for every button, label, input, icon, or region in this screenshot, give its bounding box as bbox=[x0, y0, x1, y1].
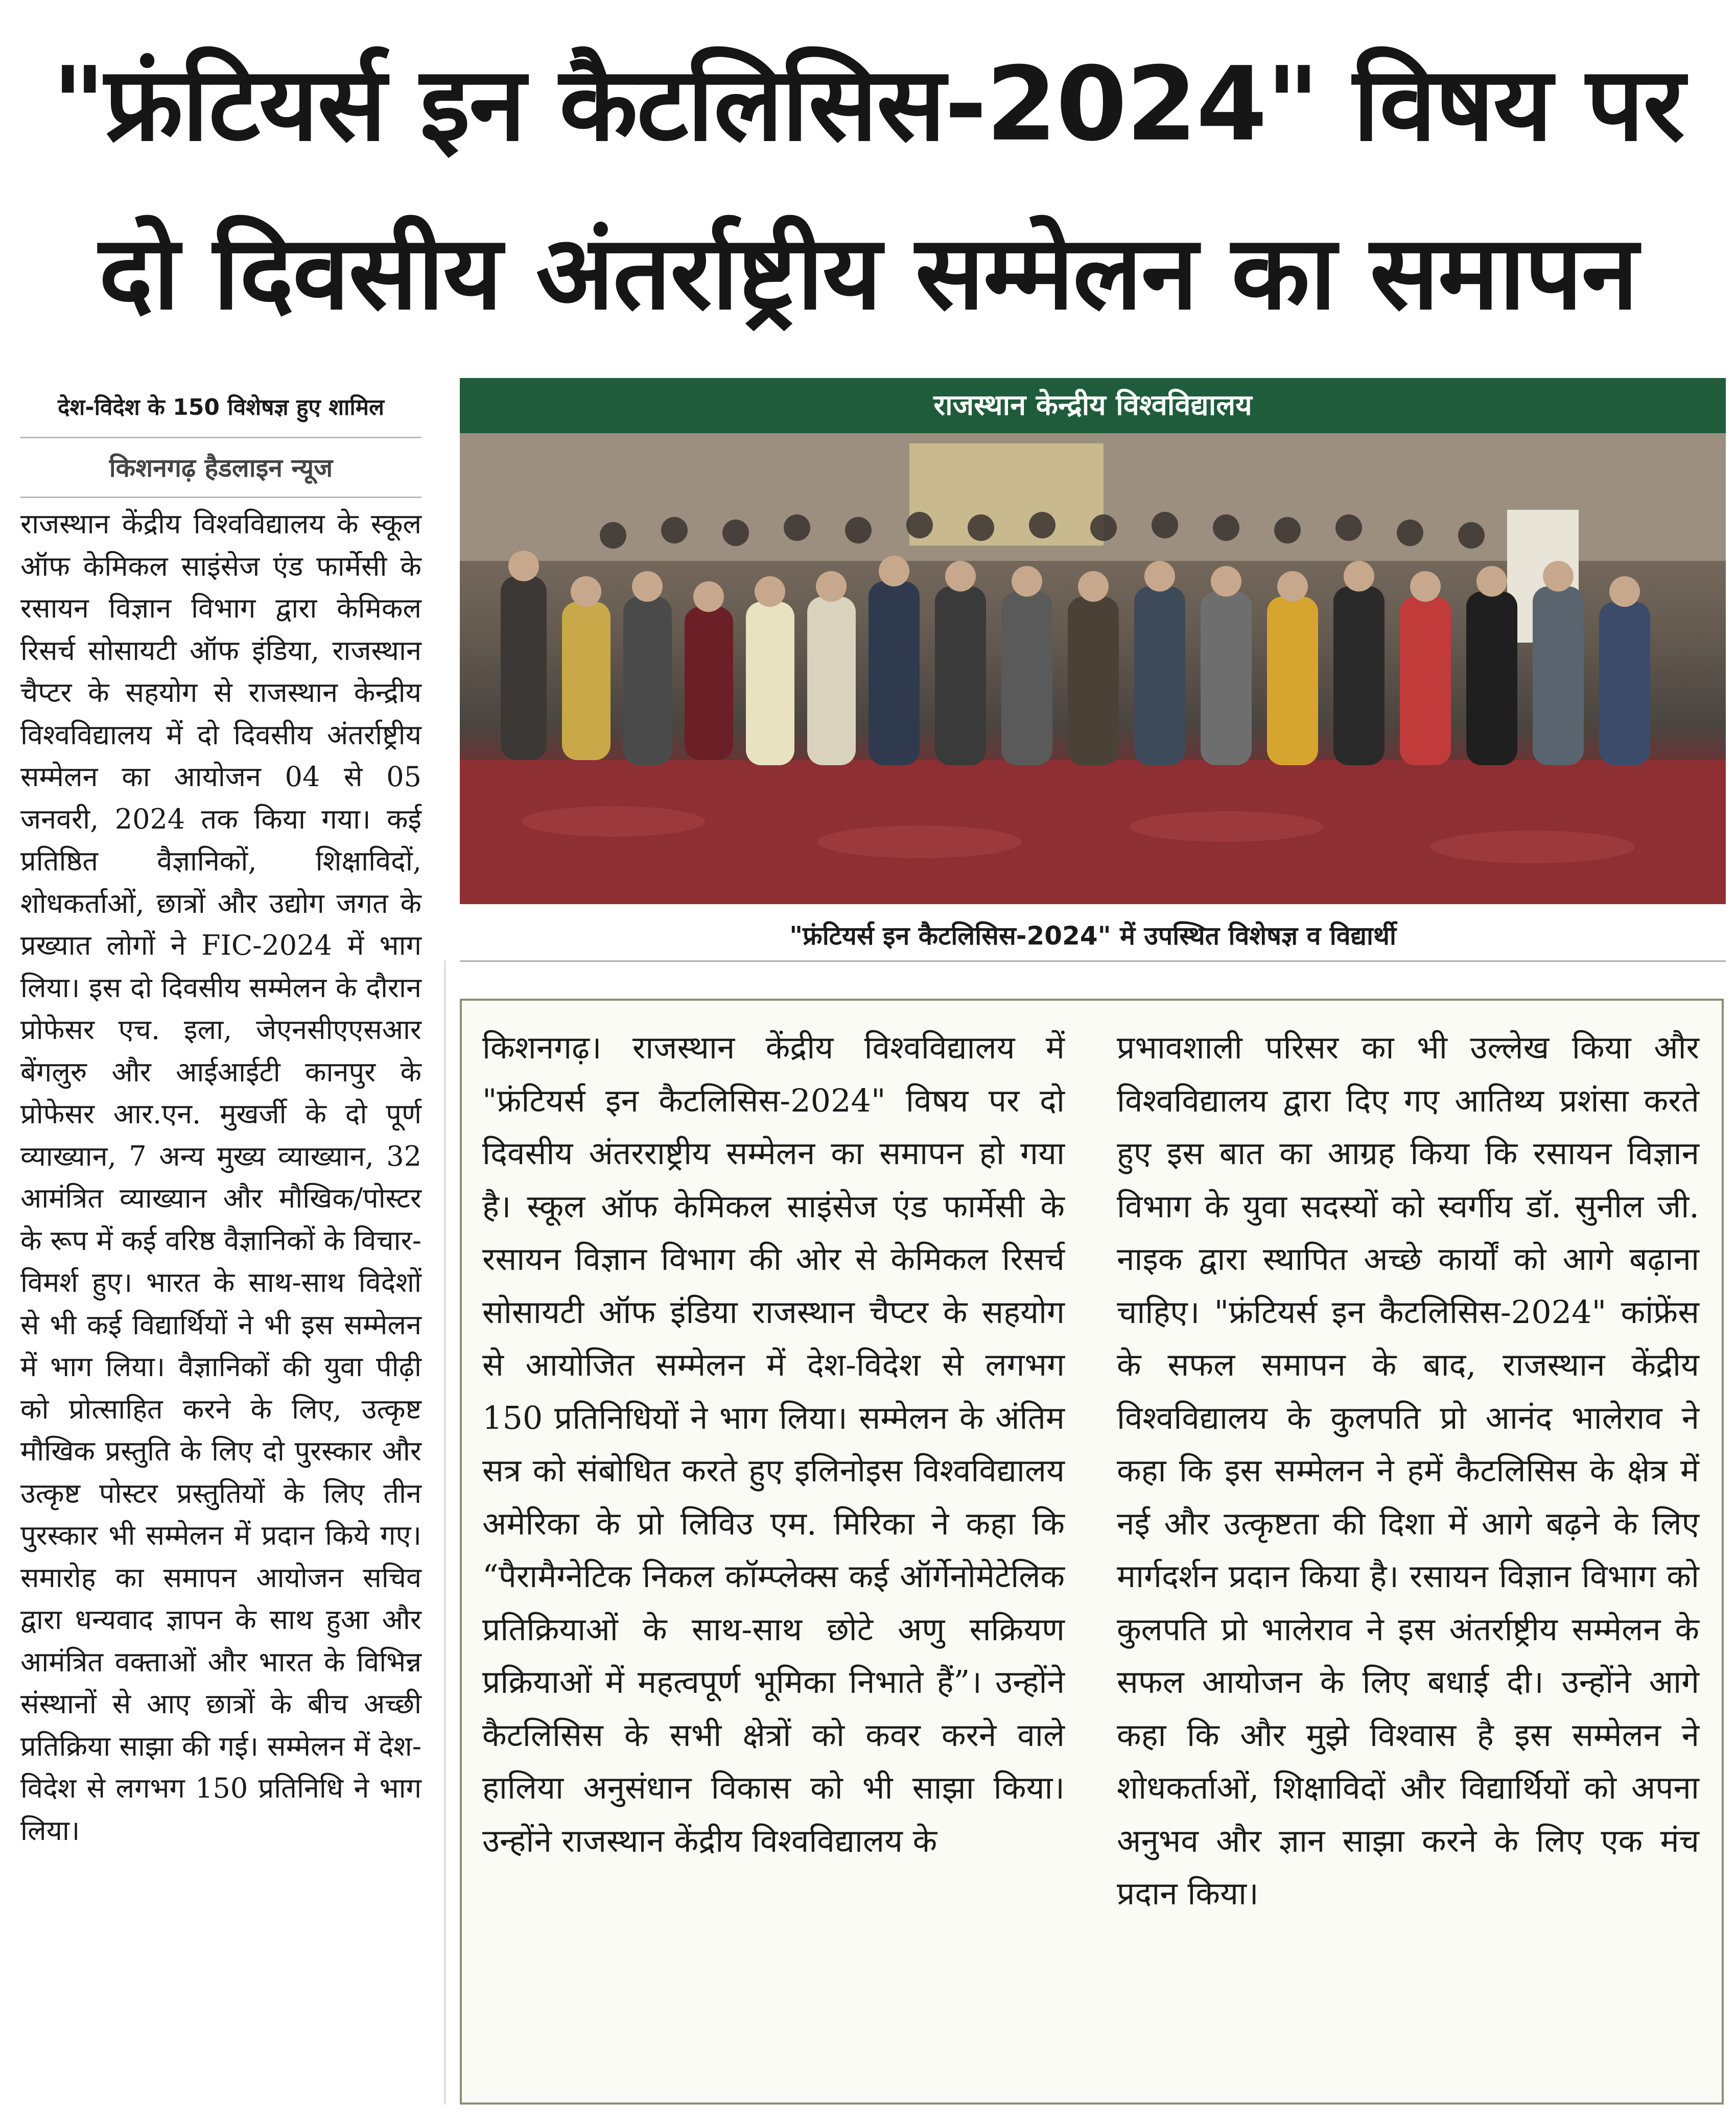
story-column-2: प्रभावशाली परिसर का भी उल्लेख किया और विश्वविद्यालय द्वारा दिए गए आतिथ्य प्रशंसा करते हुए इस बात का आग्रह किया कि रसायन विज्ञान विभाग के युवा सदस्यों को स्वर्गीय डॉ. सुनील जी. नाइक द्वारा स्थापित अच्छे कार्यों को आगे बढ़ाना चाहिए। "फ्रंटियर्स इन कैटलिसिस-2024" कांफ्रेंस के सफल समापन के बाद, राजस्थान केंद्रीय विश्वविद्यालय के कुलपति प्रो आनंद भालेराव ने कहा कि इस सम्मेलन ने हमें कैटलिसिस के क्षेत्र में नई और उत्कृष्टता की दिशा में आगे बढ़ने के लिए मार्गदर्शन प्रदान किया है। रसायन विज्ञान विभाग को कुलपति प्रो भालेराव ने इस अंतर्राष्ट्रीय सम्मेलन के सफल आयोजन के लिए बधाई दी। उन्होंने आगे कहा कि और मुझे विश्वास है इस सम्मेलन ने शोधकर्ताओं, शिक्षाविदों और विद्यार्थियों को अपना अनुभव और ज्ञान साझा करने के लिए एक मंच प्रदान किया। bbox=[1117, 1029, 1700, 1912]
subheadline: देश-विदेश के 150 विशेषज्ञ हुए शामिल bbox=[20, 386, 421, 438]
byline: किशनगढ़ हैडलाइन न्यूज bbox=[20, 438, 421, 498]
photo-block bbox=[460, 378, 1726, 952]
story-column-1: किशनगढ़। राजस्थान केंद्रीय विश्वविद्यालय में "फ्रंटियर्स इन कैटलिसिस-2024" विषय पर दो दिवसीय अंतरराष्ट्रीय सम्मेलन का समापन हो गया है। स्कूल ऑफ केमिकल साइंसेज एंड फार्मेसी के रसायन विज्ञान विभाग की ओर से केमिकल रिसर्च सोसायटी ऑफ इंडिया राजस्थान चैप्टर के सहयोग से आयोजित सम्मेलन में देश-विदेश से लगभग 150 प्रतिनिधियों ने भाग लिया। सम्मेलन के अंतिम सत्र को संबोधित करते हुए इलिनोइस विश्वविद्यालय अमेरिका के प्रो लिविउ एम. मिरिका ने कहा कि “पैरामैग्नेटिक निकल कॉम्प्लेक्स कई ऑर्गेनोमेटेलिक प्रतिक्रियाओं के साथ-साथ छोटे अणु सक्रियण प्रक्रियाओं में महत्वपूर्ण भूमिका निभाते हैं”। उन्होंने कैटलिसिस के सभी क्षेत्रों को कवर करने वाले हालिया अनुसंधान विकास को भी साझा किया। उन्होंने राजस्थान केंद्रीय विश्वविद्यालय के bbox=[482, 1029, 1065, 1859]
column-divider bbox=[444, 960, 445, 2105]
photo-banner: राजस्थान केन्द्रीय विश्वविद्यालय bbox=[460, 378, 1726, 433]
story-box bbox=[460, 999, 1724, 2105]
group-photo-illustration bbox=[460, 433, 1726, 904]
left-column-body: राजस्थान केंद्रीय विश्वविद्यालय के स्कूल ऑफ केमिकल साइंसेज एंड फार्मेसी के रसायन विज्ञान विभाग द्वारा केमिकल रिसर्च सोसायटी ऑफ इंडिया, राजस्थान चैप्टर के सहयोग से राजस्थान केन्द्रीय विश्वविद्यालय में दो दिवसीय अंतर्राष्ट्रीय सम्मेलन का आयोजन 04 से 05 जनवरी, 2024 तक किया गया। कई प्रतिष्ठित वैज्ञानिकों, शिक्षाविदों, शोधकर्ताओं, छात्रों और उद्योग जगत के प्रख्यात लोगों ने FIC-2024 में भाग लिया। इस दो दिवसीय सम्मेलन के दौरान प्रोफेसर एच. इला, जेएनसीएएसआर बेंगलुरु और आईआईटी कानपुर के प्रोफेसर आर.एन. मुखर्जी के दो पूर्ण व्याख्यान, 7 अन्य मुख्य व्याख्यान, 32 आमंत्रित व्याख्यान और मौखिक/पोस्टर के रूप में कई वरिष्ठ वैज्ञानिकों के विचार-विमर्श हुए। भारत के साथ-साथ विदेशों से भी कई विद्यार्थियों ने भी इस सम्मेलन में भाग लिया। वैज्ञानिकों की युवा पीढ़ी को प्रोत्साहित करने के लिए, उत्कृष्ट मौखिक प्रस्तुति के लिए दो पुरस्कार और उत्कृष्ट पोस्टर प्रस्तुतियों के लिए तीन पुरस्कार भी सम्मेलन में प्रदान किये गए। समारोह का समापन आयोजन सचिव द्वारा धन्यवाद ज्ञापन के साथ हुआ और आमंत्रित वक्ताओं और भारत के विभिन्न संस्थानों से आए छात्रों के बीच अच्छी प्रतिक्रिया साझा की गई। सम्मेलन में देश-विदेश से लगभग 150 प्रतिनिधि ने भाग लिया। bbox=[20, 508, 421, 1847]
headline: "फ्रंटियर्स इन कैटलिसिस-2024" विषय पर दो दिवसीय अंतर्राष्ट्रीय सम्मेलन का समापन bbox=[52, 45, 1684, 333]
section-divider bbox=[460, 960, 1726, 962]
group-photo bbox=[460, 433, 1726, 904]
photo-caption: "फ्रंटियर्स इन कैटलिसिस-2024" में उपस्थित विशेषज्ञ व विद्यार्थी bbox=[789, 921, 1396, 951]
left-column bbox=[20, 386, 421, 1852]
